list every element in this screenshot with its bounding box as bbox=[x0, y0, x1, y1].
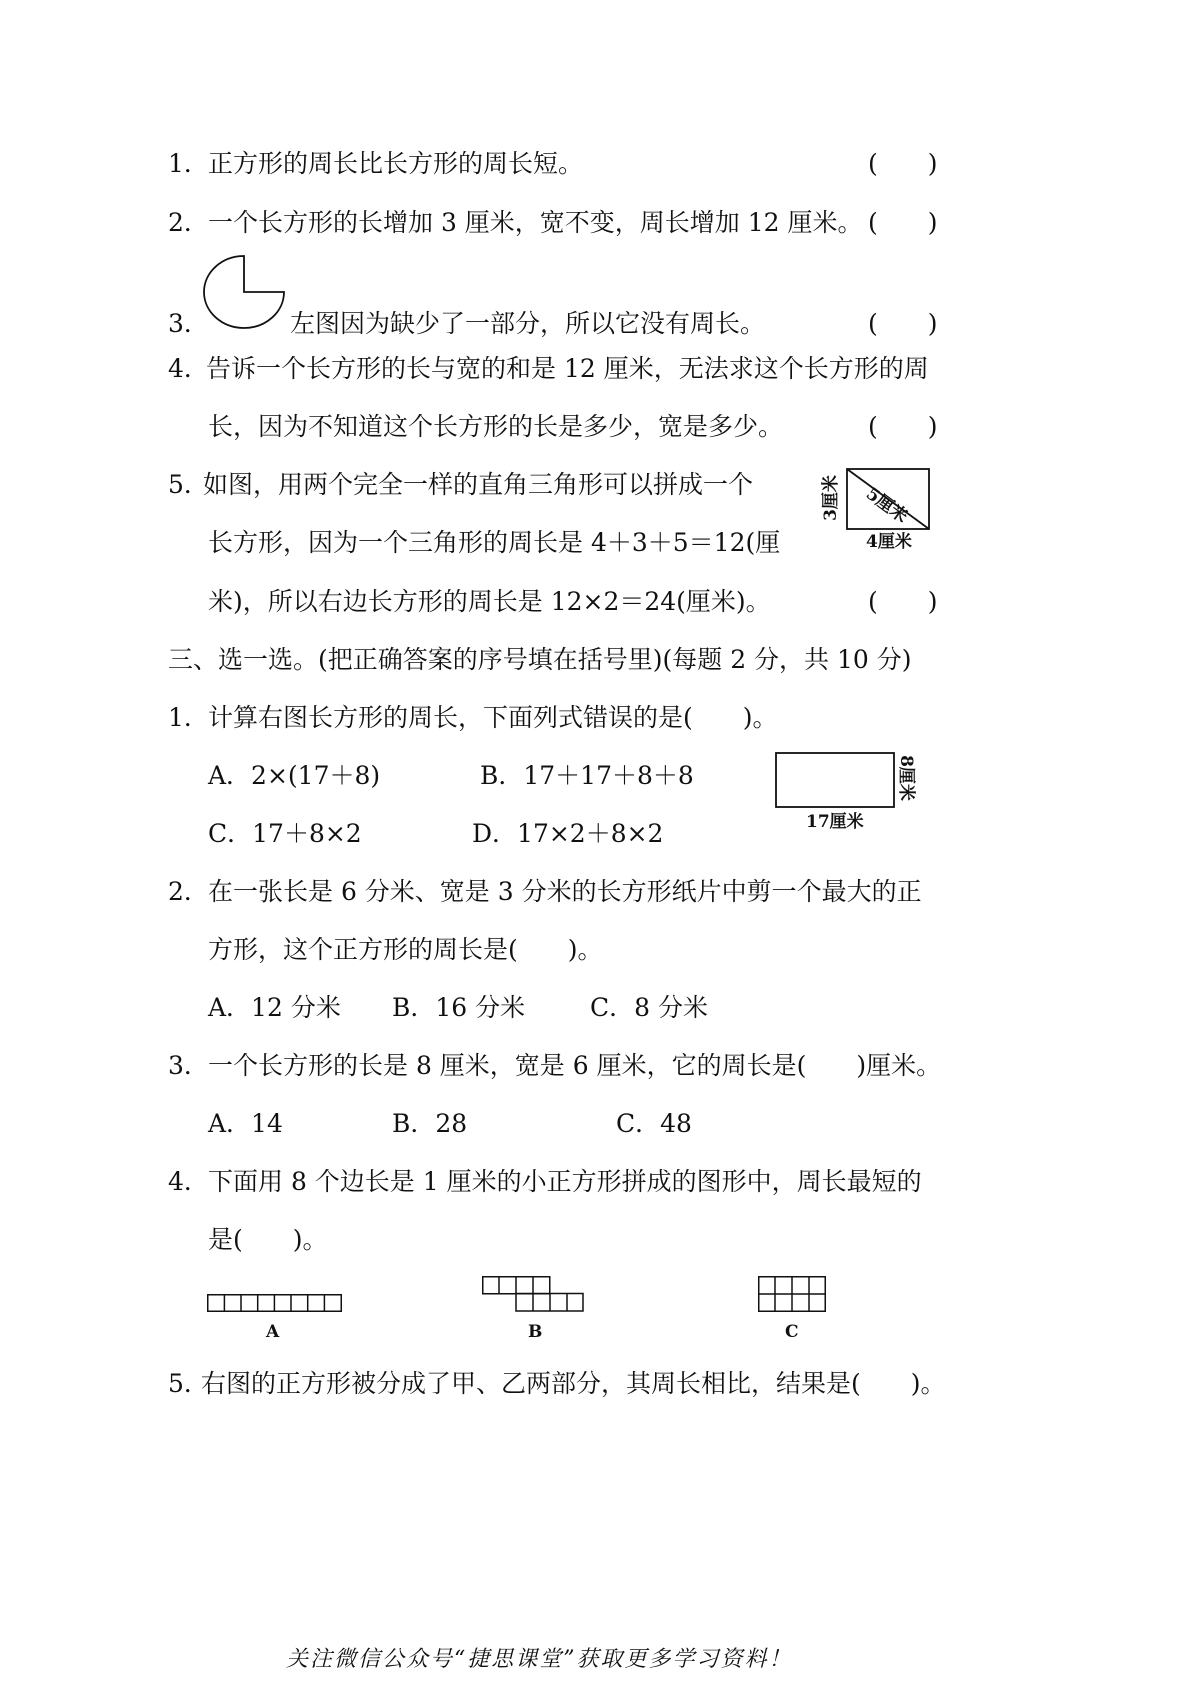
three-quarter-circle-figure bbox=[204, 252, 294, 332]
grid-figure-a-cells bbox=[207, 1294, 342, 1312]
choice-5-text: 右图的正方形被分成了甲、乙两部分，其周长相比，结果是( )。 bbox=[201, 1369, 946, 1398]
choice-4-number: 4． bbox=[168, 1167, 209, 1196]
fig5-left-label: 3厘米 bbox=[820, 475, 841, 521]
judge-4-answer-paren[interactable]: ( ) bbox=[868, 412, 938, 441]
choice-4-text-line2: 是( )。 bbox=[208, 1225, 328, 1254]
judge-1-answer-paren[interactable]: ( ) bbox=[868, 149, 938, 178]
choice-1-option-d[interactable]: D．17×2＋8×2 bbox=[472, 819, 664, 848]
choice-5-number: 5． bbox=[168, 1369, 209, 1398]
judge-5-text-line2: 长方形，因为一个三角形的周长是 4＋3＋5＝12(厘 bbox=[208, 528, 781, 557]
judge-2-number: 2． bbox=[168, 208, 209, 237]
judge-5-text-line1: 如图，用两个完全一样的直角三角形可以拼成一个 bbox=[203, 470, 754, 499]
judge-5-number: 5． bbox=[168, 470, 209, 499]
choice-2-option-b[interactable]: B．16 分米 bbox=[392, 993, 526, 1022]
grid-figure-c-label: C bbox=[785, 1322, 799, 1342]
judge-5-answer-paren[interactable]: ( ) bbox=[868, 587, 938, 616]
rectangle-17x8-figure bbox=[775, 752, 895, 808]
judge-4-text-line1: 告诉一个长方形的长与宽的和是 12 厘米，无法求这个长方形的周 bbox=[206, 354, 929, 383]
judge-2-text: 一个长方形的长增加 3 厘米，宽不变，周长增加 12 厘米。 bbox=[208, 208, 863, 237]
choice-2-number: 2． bbox=[168, 877, 209, 906]
q1-fig-bottom-label: 17厘米 bbox=[806, 812, 864, 832]
choice-1-option-b[interactable]: B．17＋17＋8＋8 bbox=[480, 761, 694, 790]
choice-4-text-line1: 下面用 8 个边长是 1 厘米的小正方形拼成的图形中，周长最短的 bbox=[208, 1167, 922, 1196]
grid-figure-c[interactable] bbox=[758, 1276, 826, 1312]
judge-1-number: 1． bbox=[168, 149, 209, 178]
fig5-diagonal-label: 5厘米 bbox=[862, 484, 912, 528]
footer-promo-text: 关注微信公众号“捷思课堂”获取更多学习资料！ bbox=[286, 1647, 793, 1672]
section3-title: 三、选一选。(把正确答案的序号填在括号里)(每题 2 分，共 10 分) bbox=[168, 645, 912, 674]
grid-figure-b-cells bbox=[482, 1276, 584, 1312]
q1-fig-right-label: 8厘米 bbox=[895, 755, 916, 801]
grid-figure-c-cells bbox=[758, 1276, 826, 1312]
judge-1-text: 正方形的周长比长方形的周长短。 bbox=[208, 149, 584, 178]
grid-figure-b-label: B bbox=[528, 1322, 543, 1342]
choice-2-option-c[interactable]: C．8 分米 bbox=[590, 993, 708, 1022]
choice-2-option-a[interactable]: A．12 分米 bbox=[208, 993, 341, 1022]
choice-1-text: 计算右图长方形的周长，下面列式错误的是( )。 bbox=[208, 703, 778, 732]
choice-3-number: 3． bbox=[168, 1051, 209, 1080]
grid-figure-a[interactable] bbox=[207, 1294, 342, 1312]
judge-4-text-line2: 长，因为不知道这个长方形的长是多少，宽是多少。 bbox=[208, 412, 784, 441]
choice-2-text-line1: 在一张长是 6 分米、宽是 3 分米的长方形纸片中剪一个最大的正 bbox=[208, 877, 922, 906]
choice-3-text: 一个长方形的长是 8 厘米，宽是 6 厘米，它的周长是( )厘米。 bbox=[208, 1051, 942, 1080]
choice-3-option-b[interactable]: B．28 bbox=[392, 1109, 468, 1138]
fig5-bottom-label: 4厘米 bbox=[866, 532, 912, 552]
judge-5-text-line3: 米)，所以右边长方形的周长是 12×2＝24(厘米)。 bbox=[208, 587, 771, 616]
grid-figure-a-label: A bbox=[266, 1322, 280, 1342]
judge-4-number: 4． bbox=[168, 354, 209, 383]
choice-1-option-a[interactable]: A．2×(17＋8) bbox=[208, 761, 381, 790]
choice-1-option-c[interactable]: C．17＋8×2 bbox=[208, 819, 362, 848]
choice-1-number: 1． bbox=[168, 703, 209, 732]
choice-3-option-c[interactable]: C．48 bbox=[616, 1109, 692, 1138]
choice-3-option-a[interactable]: A．14 bbox=[208, 1109, 283, 1138]
choice-2-text-line2: 方形，这个正方形的周长是( )。 bbox=[208, 935, 603, 964]
grid-figure-b[interactable] bbox=[482, 1276, 584, 1312]
judge-3-number: 3． bbox=[168, 309, 209, 338]
judge-2-answer-paren[interactable]: ( ) bbox=[868, 208, 938, 237]
judge-3-answer-paren[interactable]: ( ) bbox=[868, 309, 938, 338]
judge-3-text: 左图因为缺少了一部分，所以它没有周长。 bbox=[290, 309, 766, 338]
